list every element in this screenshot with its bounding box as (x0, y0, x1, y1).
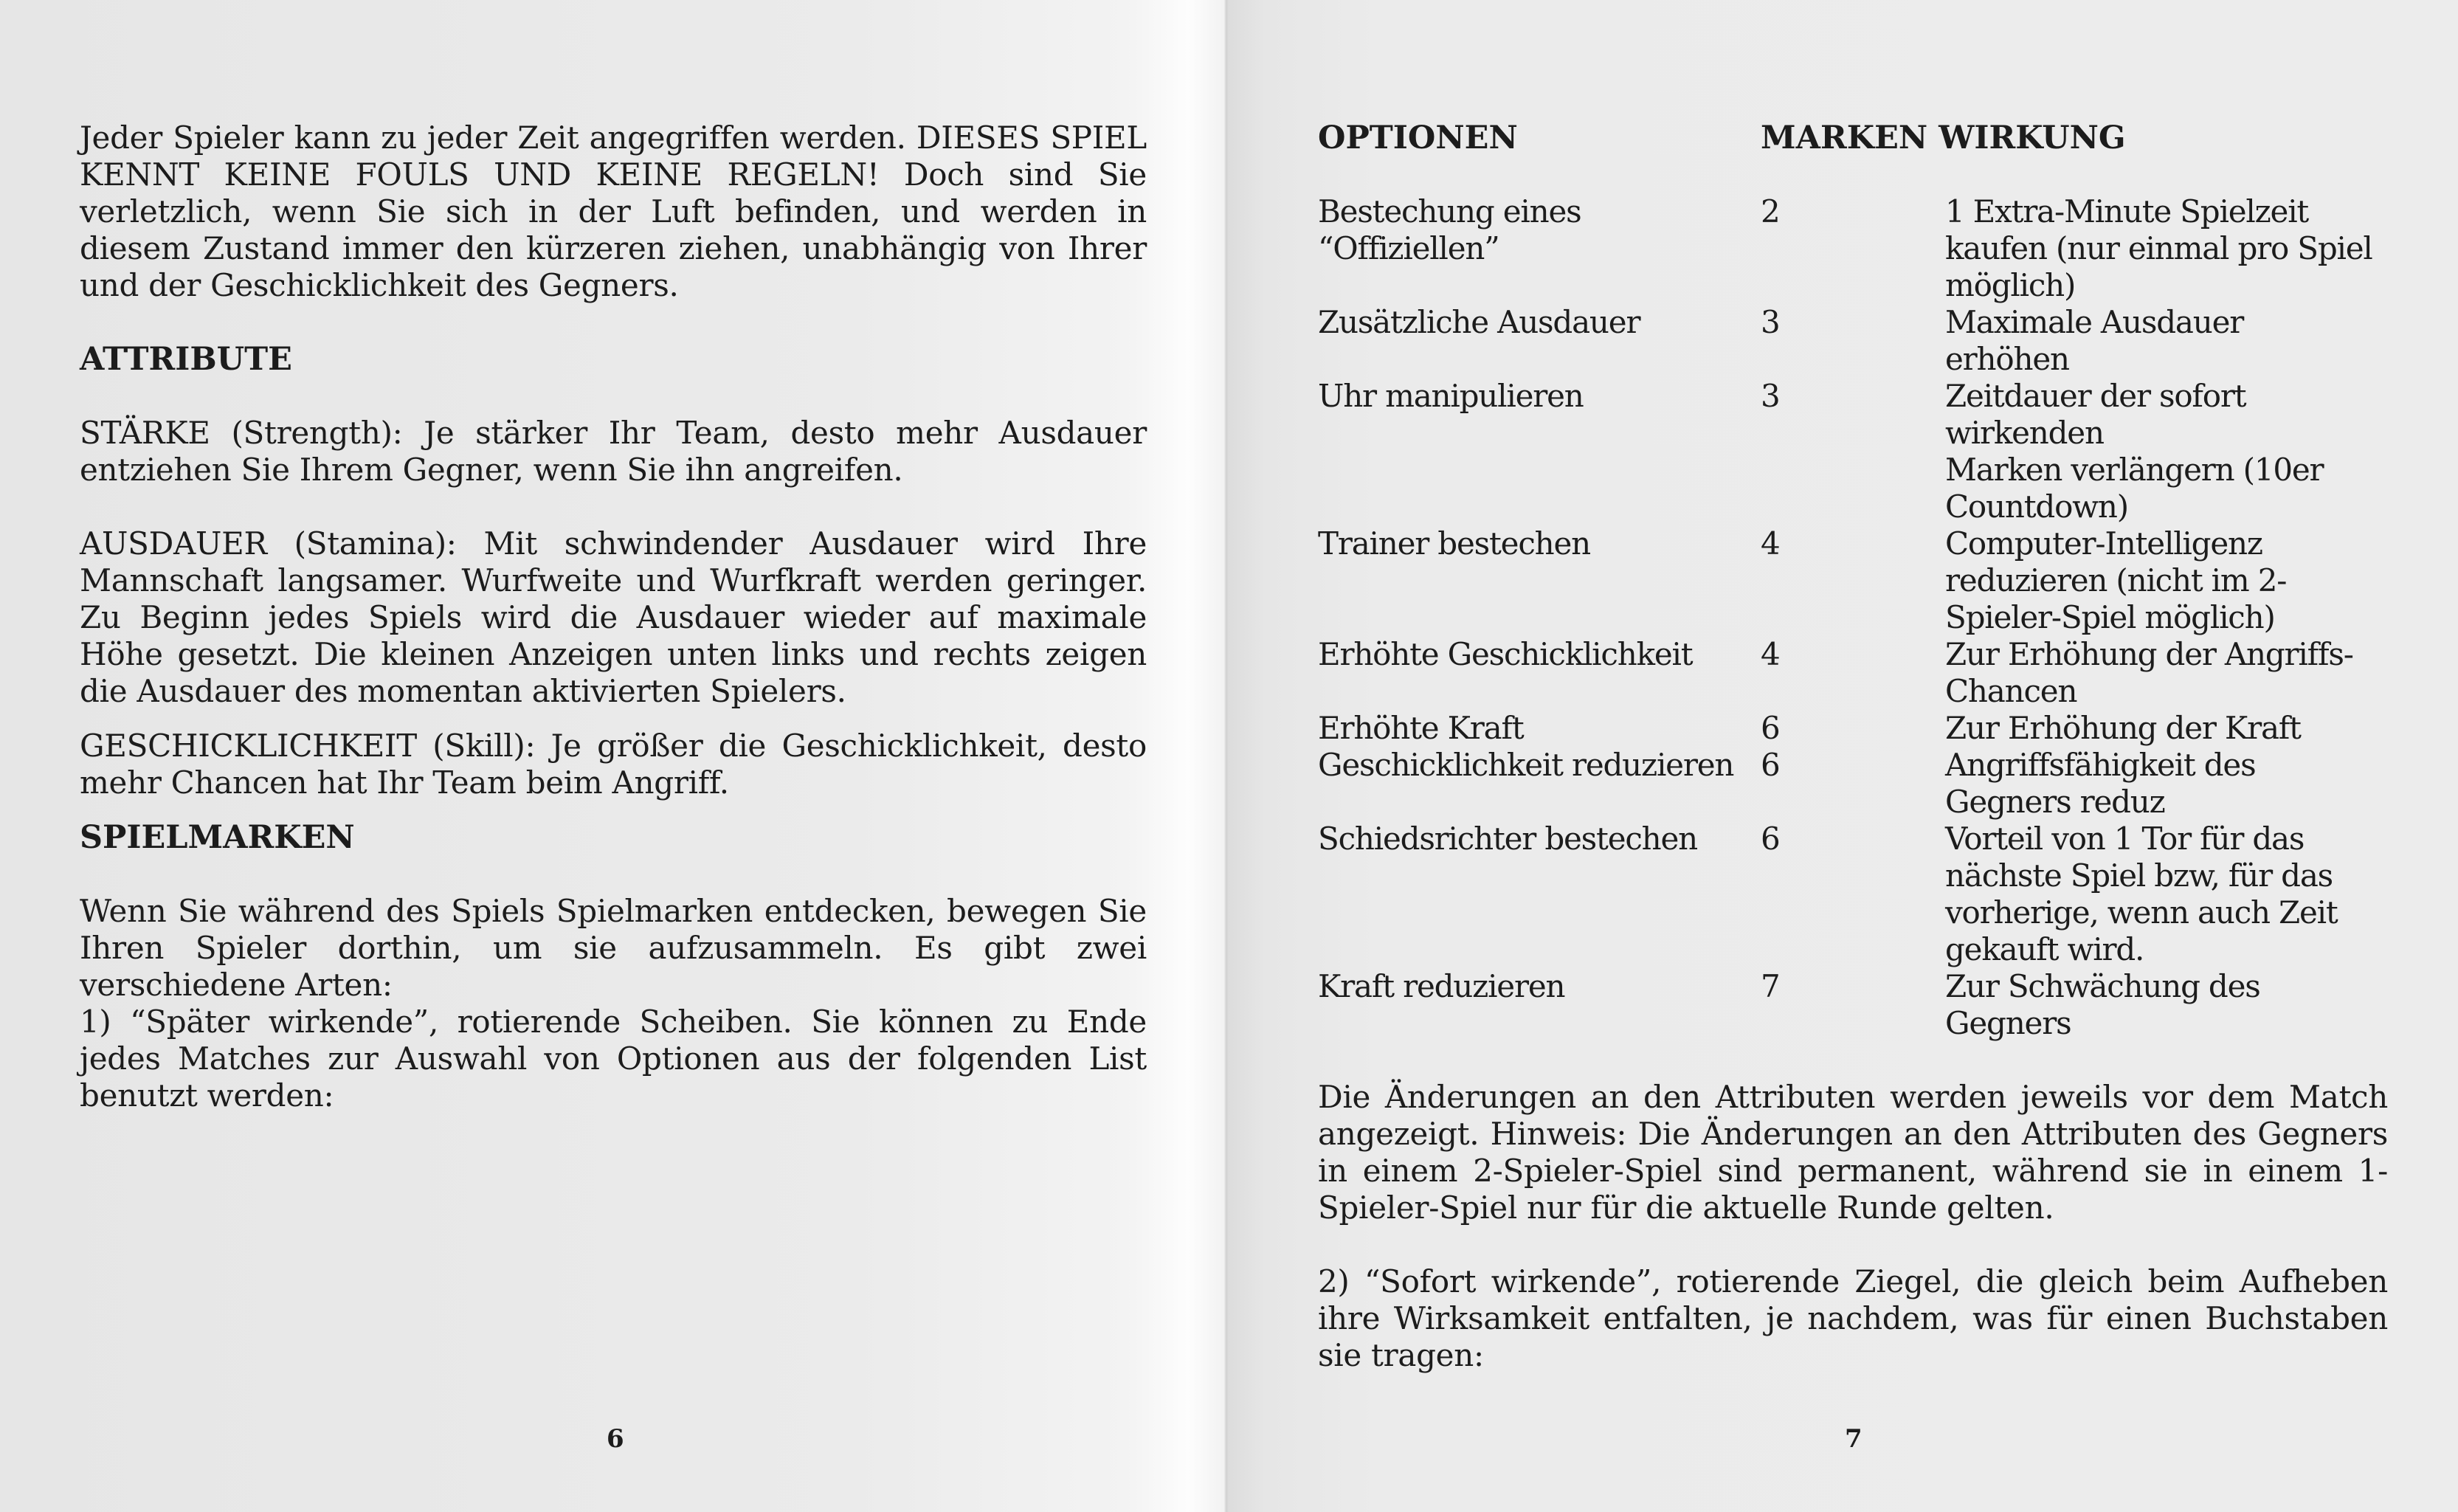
option-effect-line: nächste Spiel bzw, für das (1945, 857, 2333, 894)
option-effect (1945, 636, 2388, 710)
option-effect-line: Marken verlängern (10er (1945, 452, 2324, 488)
attribute-stamina: AUSDAUER (Stamina): Mit schwindender Ausdauer wird Ihre Mannschaft langsamer. Wurfweite und Wurfkraft werden geringer. Zu Beginn jedes Spiels wird die Ausdauer wieder auf maximale Höhe gesetzt. Die kleinen Anzeigen unten links und rechts zeigen die Ausdauer des momentan aktivierten Spielers. (80, 525, 1147, 709)
right-column (1318, 120, 2388, 1374)
option-name-line: Bestechung eines (1318, 193, 1581, 229)
page-number-right: 7 (1845, 1424, 1863, 1454)
option-effect-line: Zeitdauer der sofort (1945, 378, 2246, 414)
option-effect-line: Gegners reduz (1945, 784, 2165, 820)
intro-paragraph: Jeder Spieler kann zu jeder Zeit angegriffen werden. DIESES SPIEL KENNT KEINE FOULS UND KEINE REGELN! Doch sind Sie verletzlich, wenn Sie sich in der Luft befinden, und werden in diesem Zustand immer den kürzeren ziehen, unabhängig von Ihrer und der Geschicklichkeit des Gegners. (80, 120, 1147, 303)
option-name (1318, 821, 1761, 968)
option-marks: 6 (1761, 710, 1780, 746)
option-name (1318, 968, 1761, 1042)
option-effect-line: Zur Schwächung des (1945, 968, 2260, 1004)
spielmarken-heading: SPIELMARKEN (80, 819, 355, 856)
spielmarken-type-2: 2) “Sofort wirkende”, rotierende Ziegel, die gleich beim Aufheben ihre Wirksamkeit entfalten, je nachdem, was für einen Buchstaben sie tragen: (1318, 1263, 2388, 1373)
options-table (1318, 193, 2388, 1042)
option-name (1318, 525, 1761, 636)
option-name-line: “Offiziellen” (1318, 230, 1499, 266)
option-effect (1945, 968, 2388, 1042)
option-marks: 3 (1761, 304, 1780, 340)
option-name-line: Schiedsrichter bestechen (1318, 821, 1698, 857)
option-name (1318, 747, 1761, 821)
attribute-heading: ATTRIBUTE (80, 341, 292, 378)
option-effect-line: kaufen (nur einmal pro Spiel (1945, 230, 2372, 266)
header-optionen: OPTIONEN (1318, 120, 1518, 156)
option-effect-line: Computer-Intelligenz (1945, 525, 2262, 562)
attribute-change-note: Die Änderungen an den Attributen werden jeweils vor dem Match angezeigt. Hinweis: Die Änderungen an den Attributen des Gegners in einem 2-Spieler-Spiel sind permanent, während sie in einem 1-Spieler-Spiel nur für die aktuelle Runde gelten. (1318, 1079, 2388, 1226)
options-table-row (1318, 747, 2388, 821)
left-column (80, 120, 1147, 1114)
option-marks: 7 (1761, 968, 1780, 1004)
option-effect-line: reduzieren (nicht im 2- (1945, 562, 2287, 598)
option-marks: 6 (1761, 747, 1780, 783)
option-effect (1945, 747, 2388, 821)
option-effect-line: Vorteil von 1 Tor für das (1945, 821, 2305, 857)
spielmarken-intro: Wenn Sie während des Spiels Spielmarken entdecken, bewegen Sie Ihren Spieler dorthin, um sie aufzusammeln. Es gibt zwei verschiedene Arten: (80, 893, 1147, 1003)
option-effect (1945, 525, 2388, 636)
option-effect-line: Chancen (1945, 673, 2077, 709)
header-marken-wirkung: MARKEN WIRKUNG (1761, 120, 2126, 156)
option-effect-line: wirkenden (1945, 415, 2104, 451)
option-name (1318, 378, 1761, 525)
option-marks: 2 (1761, 193, 1780, 229)
attribute-strength: STÄRKE (Strength): Je stärker Ihr Team, desto mehr Ausdauer entziehen Sie Ihrem Gegner, wenn Sie ihn angreifen. (80, 415, 1147, 488)
option-name (1318, 304, 1761, 378)
options-table-row (1318, 193, 2388, 304)
option-effect-line: Gegners (1945, 1005, 2071, 1041)
option-effect-line: 1 Extra-Minute Spielzeit (1945, 193, 2309, 229)
option-effect (1945, 193, 2388, 304)
options-table-row (1318, 968, 2388, 1042)
options-table-row (1318, 378, 2388, 525)
attribute-skill: GESCHICKLICHKEIT (Skill): Je größer die Geschicklichkeit, desto mehr Chancen hat Ihr Team beim Angriff. (80, 728, 1147, 801)
option-effect-line: Angriffsfähigkeit des (1945, 747, 2256, 783)
option-effect-line: Countdown) (1945, 489, 2128, 525)
options-table-header (1318, 120, 2388, 156)
option-effect-line: Zur Erhöhung der Kraft (1945, 710, 2301, 746)
option-effect (1945, 710, 2388, 747)
options-table-row (1318, 304, 2388, 378)
option-marks: 4 (1761, 525, 1780, 562)
option-effect-line: vorherige, wenn auch Zeit (1945, 894, 2338, 931)
options-table-row (1318, 710, 2388, 747)
option-effect-line: Maximale Ausdauer (1945, 304, 2244, 340)
option-name-line: Trainer bestechen (1318, 525, 1591, 562)
option-marks: 4 (1761, 636, 1780, 672)
option-name-line: Erhöhte Kraft (1318, 710, 1524, 746)
spielmarken-type-1: 1) “Später wirkende”, rotierende Scheiben. Sie können zu Ende jedes Matches zur Auswahl von Optionen aus der folgenden List benutzt werden: (80, 1004, 1147, 1114)
option-marks: 3 (1761, 378, 1780, 414)
option-name (1318, 636, 1761, 710)
options-table-row (1318, 821, 2388, 968)
option-effect (1945, 821, 2388, 968)
option-effect-line: möglich) (1945, 267, 2076, 303)
option-name-line: Kraft reduzieren (1318, 968, 1565, 1004)
options-table-row (1318, 525, 2388, 636)
option-marks: 6 (1761, 821, 1780, 857)
option-effect (1945, 378, 2388, 525)
options-table-row (1318, 636, 2388, 710)
option-name-line: Geschicklichkeit reduzieren (1318, 747, 1734, 783)
option-name-line: Erhöhte Geschicklichkeit (1318, 636, 1693, 672)
option-name-line: Uhr manipulieren (1318, 378, 1584, 414)
option-effect-line: erhöhen (1945, 341, 2069, 377)
option-effect-line: Zur Erhöhung der Angriffs- (1945, 636, 2353, 672)
option-name (1318, 710, 1761, 747)
option-name (1318, 193, 1761, 304)
page-number-left: 6 (607, 1424, 624, 1454)
option-effect-line: Spieler-Spiel möglich) (1945, 599, 2275, 635)
option-effect (1945, 304, 2388, 378)
left-page (0, 0, 1225, 1512)
option-effect-line: gekauft wird. (1945, 931, 2144, 967)
option-name-line: Zusätzliche Ausdauer (1318, 304, 1640, 340)
